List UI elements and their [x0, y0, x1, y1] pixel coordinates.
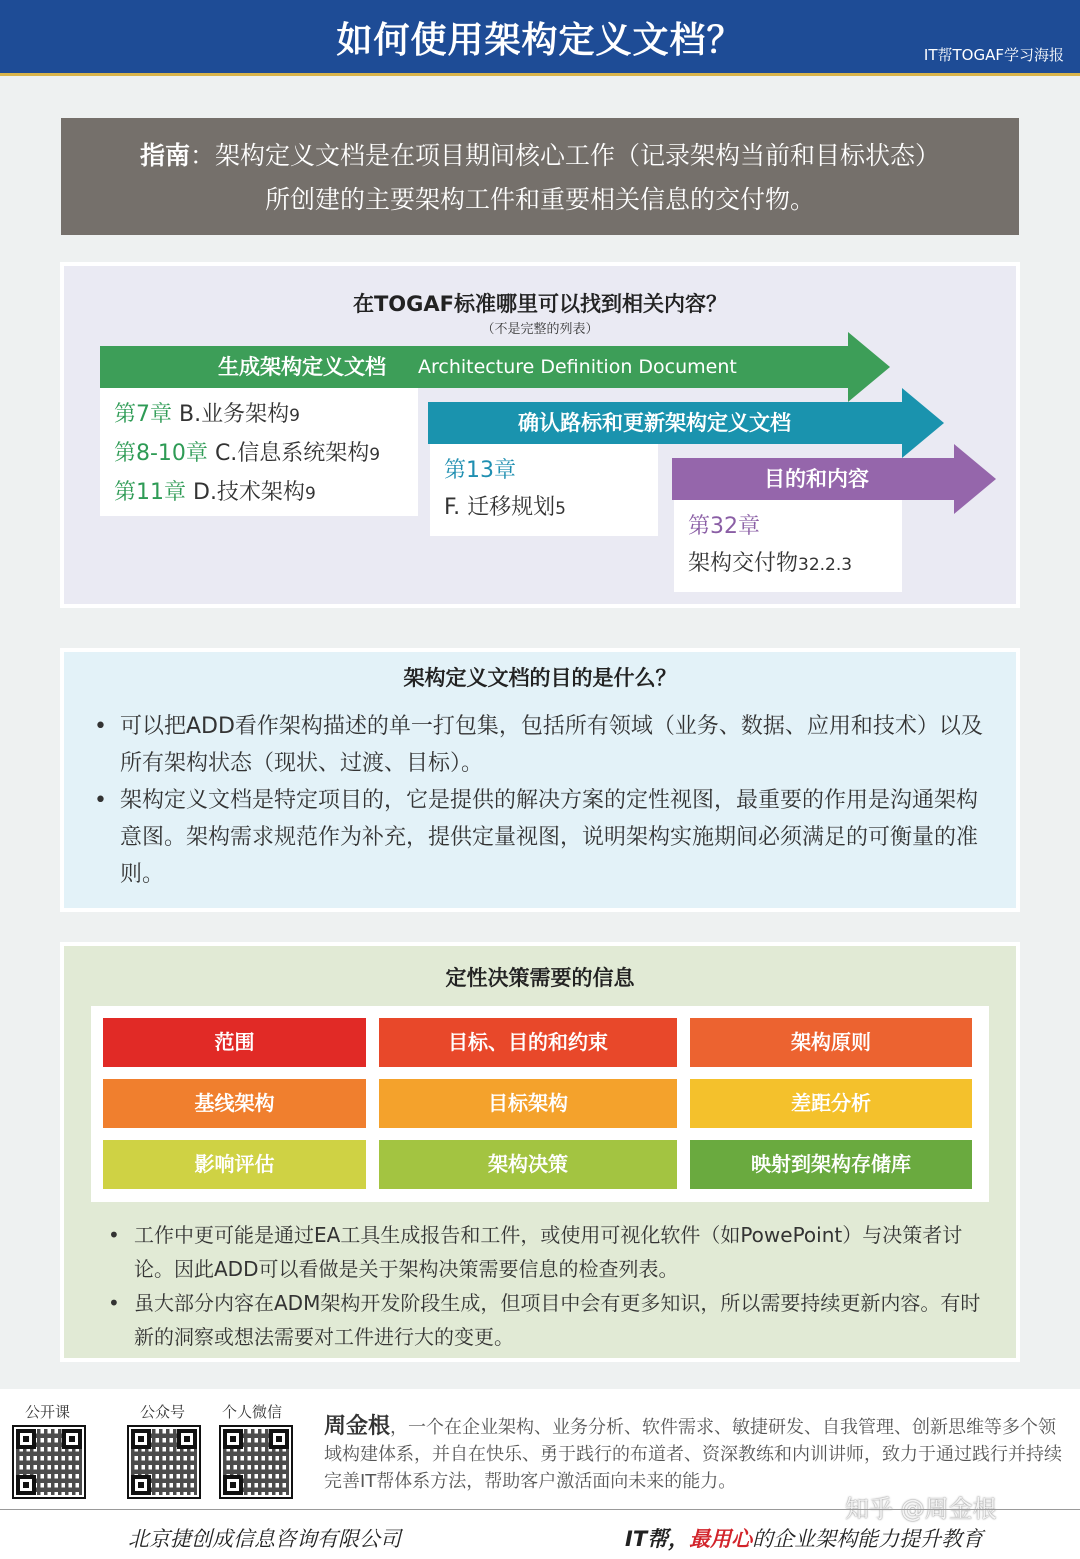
company-name: 北京捷创成信息咨询有限公司 — [128, 1527, 401, 1551]
author-bio-text: ，一个在企业架构、业务分析、软件需求、敏捷研发、自我管理、创新思维等多个领域构建体系，并自在快乐、勇于践行的布道者、资深教练和内训讲师，致力于通过践行并持续完善IT帮体系方法，帮助客户激活面向未来的能力。 — [324, 1417, 1062, 1492]
page-title: 如何使用架构定义文档？ — [336, 20, 744, 61]
guide-line1: ：架构定义文档是在项目期间核心工作（记录架构当前和目标状态） — [190, 141, 941, 170]
qr-code-icon[interactable] — [219, 1425, 293, 1499]
section3-bullet: • 工作中更可能是通过EA工具生成报告和工件，或使用可视化软件（如PowePoint）与决策者讨论。因此ADD可以看做是关于架构决策需要信息的检查列表。 — [106, 1218, 986, 1286]
chap-7: 第7章 — [114, 402, 172, 427]
qr-label-course: 公开课 — [25, 1403, 71, 1421]
box-chapter-32 — [674, 500, 902, 592]
section2-bullets — [92, 708, 992, 893]
slogan-rest: 的企业架构能力提升教育 — [752, 1527, 984, 1551]
qr-label-official: 公众号 — [140, 1403, 186, 1421]
cell-principles: 架构原则 — [690, 1018, 972, 1067]
qr-label-wechat: 个人微信 — [222, 1403, 283, 1421]
watermark: 知乎 @周金根 — [845, 1495, 997, 1523]
arrow2-cn: 确认路标和更新架构定义文档 — [518, 411, 791, 435]
arrow-confirm-roadmap — [428, 402, 902, 444]
cell-gap: 差距分析 — [690, 1079, 972, 1128]
chap-32-num: 32.2.3 — [798, 555, 853, 575]
header-tag: IT帮TOGAF学习海报 — [923, 46, 1064, 64]
arrow2-head — [902, 388, 944, 458]
cell-impact: 影响评估 — [103, 1140, 366, 1189]
guide-box — [61, 118, 1019, 235]
arrow1-en: Architecture Definition Document — [418, 356, 737, 378]
section3-bullets — [106, 1218, 986, 1354]
chap-32: 第32章 — [688, 514, 760, 539]
chap-13: 第13章 — [444, 458, 516, 483]
section2-bullet: • 架构定义文档是特定项目的，它是提供的解决方案的定性视图，最重要的作用是沟通架构意图。架构需求规范作为补充，提供定量视图，说明架构实施期间必须满足的可衡量的准则。 — [92, 782, 992, 893]
section2-title: 架构定义文档的目的是什么？ — [403, 666, 677, 690]
qr-code-icon[interactable] — [127, 1425, 201, 1499]
author-name: 周金根 — [324, 1414, 391, 1439]
slogan-highlight: 最用心 — [689, 1527, 753, 1551]
section3-title: 定性决策需要的信息 — [445, 966, 635, 990]
chap-11-text: D.技术架构 — [193, 480, 305, 505]
footer — [0, 1389, 1080, 1559]
arrow-purpose-content — [672, 458, 954, 500]
chap-8-10-num: 9 — [369, 445, 381, 465]
section2-bullet: • 可以把ADD看作架构描述的单一打包集，包括所有领域（业务、数据、应用和技术）以及所有架构状态（现状、过渡、目标）。 — [92, 708, 992, 782]
section-purpose — [60, 648, 1020, 912]
arrow3-head — [954, 444, 996, 514]
box-chapters-bcd — [100, 388, 418, 516]
qr-code-icon[interactable] — [12, 1425, 86, 1499]
chap-7-text: B.业务架构 — [179, 402, 290, 427]
cell-repository: 映射到架构存储库 — [690, 1140, 972, 1189]
section-decision-info — [60, 942, 1020, 1362]
section1-subtitle: （不是完整的列表） — [481, 322, 599, 337]
arrow3-cn: 目的和内容 — [764, 467, 869, 491]
slogan-prefix: IT帮， — [625, 1527, 690, 1551]
cell-target: 目标架构 — [379, 1079, 677, 1128]
chap-8-10: 第8-10章 — [114, 441, 208, 466]
chap-7-num: 9 — [289, 406, 300, 426]
slogan — [625, 1523, 983, 1553]
divider — [0, 1509, 1080, 1510]
arrow1-head — [848, 332, 890, 402]
guide-label: 指南 — [139, 141, 190, 170]
chap-11-num: 9 — [304, 484, 316, 504]
chap-32-text: 架构交付物 — [688, 551, 799, 576]
header-bar — [0, 0, 1080, 76]
arrow1-cn: 生成架构定义文档 — [218, 355, 386, 379]
chap-13-text: F. 迁移规划 — [444, 495, 556, 520]
guide-line2: 所创建的主要架构工件和重要相关信息的交付物。 — [264, 185, 815, 214]
chap-11: 第11章 — [114, 480, 186, 505]
cell-goals: 目标、目的和约束 — [379, 1018, 677, 1067]
author-bio — [324, 1413, 1064, 1495]
cell-scope: 范围 — [103, 1018, 366, 1067]
cell-baseline: 基线架构 — [103, 1079, 366, 1128]
section-togaf-location — [60, 262, 1020, 608]
cell-decisions: 架构决策 — [379, 1140, 677, 1189]
section1-title: 在TOGAF标准哪里可以找到相关内容？ — [352, 292, 727, 316]
arrow-generate-add — [100, 346, 848, 388]
box-chapter-13 — [430, 444, 658, 536]
info-grid — [91, 1006, 989, 1202]
chap-8-10-text: C.信息系统架构 — [214, 441, 370, 466]
section3-bullet: • 虽大部分内容在ADM架构开发阶段生成，但项目中会有更多知识，所以需要持续更新内容。有时新的洞察或想法需要对工件进行大的变更。 — [106, 1286, 986, 1354]
chap-13-num: 5 — [555, 499, 566, 519]
